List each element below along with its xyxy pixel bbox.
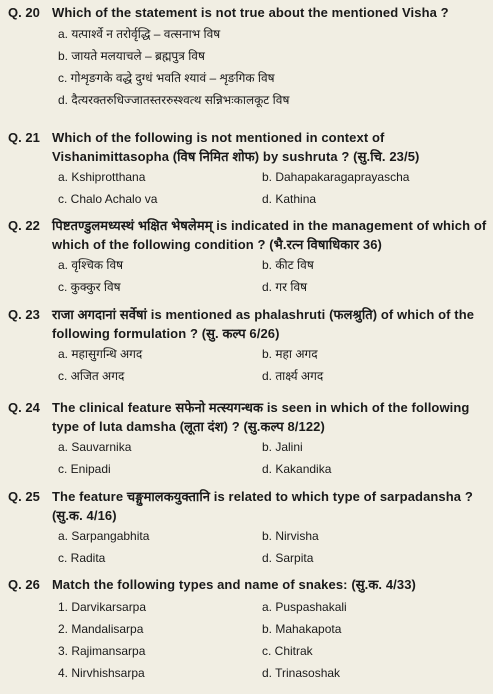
option-d: d. Kakandika bbox=[262, 462, 332, 476]
option-c: c. Enipadi bbox=[58, 462, 111, 476]
option-b: b. Nirvisha bbox=[262, 529, 319, 543]
question-text: Which of the statement is not true about the mentioned Visha ? bbox=[52, 5, 449, 20]
question-25 bbox=[8, 487, 488, 569]
option-a: a. यत्पार्श्वे न तरोर्वृद्धि – वत्सनाभ विष bbox=[58, 27, 221, 41]
question-text: The clinical feature सफेनो मत्स्यगन्धक is seen in which of the following type of luta damsha (लूता दंश) ? (सु.कल्प 8/122) bbox=[52, 400, 470, 434]
question-text: Which of the following is not mentioned in context of Vishanimittasopha (विष निमित शोफ) by sushruta ? (सु.चि. 23/5) bbox=[52, 130, 420, 164]
question-22 bbox=[8, 216, 488, 298]
options-list bbox=[58, 23, 488, 111]
option-d: d. तार्क्ष्य अगद bbox=[262, 369, 324, 383]
question-text: Match the following types and name of snakes: (सु.क. 4/33) bbox=[52, 577, 416, 592]
option-a: a. महासुगन्धि अगद bbox=[58, 347, 143, 361]
question-number: Q. 26 bbox=[8, 577, 40, 592]
question-23 bbox=[8, 305, 488, 387]
option-c: c. Chalo Achalo va bbox=[58, 192, 158, 206]
option-a: a. Kshiprotthana bbox=[58, 170, 146, 184]
match-right-b: b. Mahakapota bbox=[262, 622, 342, 636]
option-c: c. Radita bbox=[58, 551, 106, 565]
option-a: a. Sarpangabhita bbox=[58, 529, 150, 543]
question-24 bbox=[8, 398, 488, 480]
options-list bbox=[58, 525, 488, 569]
match-right-c: c. Chitrak bbox=[262, 644, 313, 658]
option-c: c. कुक्कुर विष bbox=[58, 280, 121, 294]
option-a: a. Sauvarnika bbox=[58, 440, 132, 454]
question-number: Q. 22 bbox=[8, 218, 40, 233]
question-20 bbox=[8, 3, 488, 111]
options-list bbox=[58, 436, 488, 480]
question-text: पिष्टतण्डुलमध्यस्थं भक्षित भेषलेमम् is indicated in the management of which of which of the following condition ? (भै.रत्न विषाधिकार 36) bbox=[52, 218, 487, 252]
question-26 bbox=[8, 575, 488, 684]
match-left-2: 2. Mandalisarpa bbox=[58, 622, 144, 636]
question-number: Q. 25 bbox=[8, 489, 40, 504]
question-text: राजा अगदानां सर्वेषां is mentioned as phalashruti (फलश्रुति) of which of the following formulation ? (सु. कल्प 6/26) bbox=[52, 307, 475, 341]
option-c: c. गोशृङगके वद्धे दुग्धं भवति श्यावं – शृङगिक विष bbox=[58, 71, 275, 85]
question-text: The feature चङ्गुमालकयुक्तानि is related to which type of sarpadansha ? (सु.क. 4/16) bbox=[52, 489, 473, 523]
options-list bbox=[58, 166, 488, 210]
match-right-a: a. Puspashakali bbox=[262, 600, 347, 614]
option-b: b. Jalini bbox=[262, 440, 303, 454]
option-d: d. गर विष bbox=[262, 280, 308, 294]
question-number: Q. 24 bbox=[8, 400, 40, 415]
match-left-3: 3. Rajimansarpa bbox=[58, 644, 146, 658]
option-b: b. कीट विष bbox=[262, 258, 314, 272]
option-d: d. Kathina bbox=[262, 192, 317, 206]
option-b: b. Dahapakaragaprayascha bbox=[262, 170, 410, 184]
question-21 bbox=[8, 128, 488, 210]
question-number: Q. 21 bbox=[8, 130, 40, 145]
option-d: d. दैत्यरक्तरुधिज्जातस्तररुस्श्वत्थ सन्निभःकालकूट विष bbox=[58, 93, 290, 107]
option-b: b. जायते मलयाचले – ब्रह्मपुत्र विष bbox=[58, 49, 205, 63]
option-c: c. अजित अगद bbox=[58, 369, 125, 383]
options-list bbox=[58, 254, 488, 298]
option-b: b. महा अगद bbox=[262, 347, 318, 361]
match-left-1: 1. Darvikarsarpa bbox=[58, 600, 147, 614]
match-list bbox=[58, 596, 488, 684]
option-a: a. वृश्चिक विष bbox=[58, 258, 124, 272]
question-number: Q. 23 bbox=[8, 307, 40, 322]
question-number: Q. 20 bbox=[8, 5, 40, 20]
match-left-4: 4. Nirvhishsarpa bbox=[58, 666, 145, 680]
options-list bbox=[58, 343, 488, 387]
option-d: d. Sarpita bbox=[262, 551, 314, 565]
match-right-d: d. Trinasoshak bbox=[262, 666, 341, 680]
